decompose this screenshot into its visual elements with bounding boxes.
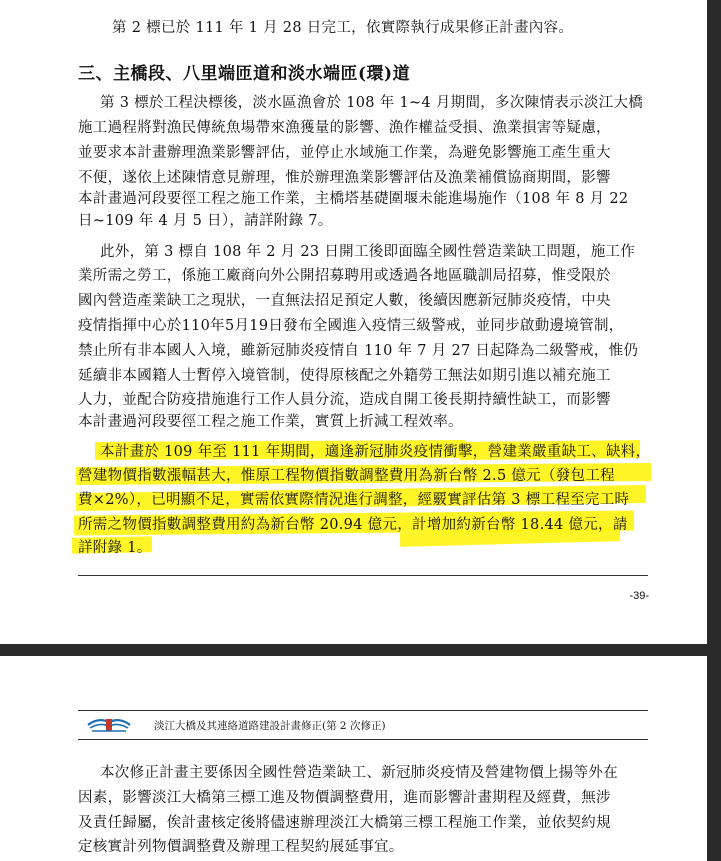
paragraph-1-line: 日~109 年 4 月 5 日），請詳附錄 7。	[78, 213, 333, 229]
paragraph-2-line: 疫情指揮中心於110年5月19日發布全國進入疫情三級警戒，並同步啟動邊境管制，	[78, 318, 624, 334]
page-2-paragraph-line: 因素，影響淡江大橋第三標工進及物價調整費用，進而影響計畫期程及經費，無涉	[78, 790, 611, 806]
page-2-paragraph-line: 本次修正計畫主要係因全國性營造業缺工、新冠肺炎疫情及營建物價上揚等外在	[100, 765, 618, 781]
paragraph-1-line: 並要求本計畫辦理漁業影響評估，並停止水域施工作業，為避免影響施工產生重大	[78, 145, 611, 161]
top-line: 第 2 標已於 111 年 1 月 28 日完工，依實際執行成果修正計畫內容。	[112, 20, 574, 36]
paragraph-3-line: 本計畫於 109 年至 111 年期間，適逢新冠肺炎疫情衝擊，營建業嚴重缺工、缺料，	[100, 444, 651, 460]
page-number: -39-	[629, 590, 649, 602]
paragraph-3-line: 營建物價指數漲幅甚大，惟原工程物價指數調整費用為新台幣 2.5 億元（發包工程	[78, 468, 615, 484]
paragraph-3-line: 詳附錄 1。	[78, 540, 152, 556]
paragraph-1-line: 本計畫過河段要徑工程之施工作業，主橋塔基礎圍堰未能進場施作（108 年 8 月 22	[78, 191, 629, 207]
bridge-logo-icon	[86, 713, 132, 735]
header-rule-bottom	[78, 739, 648, 740]
paragraph-2-line: 國內營造產業缺工之現狀，一直無法招足預定人數，後續因應新冠肺炎疫情，中央	[78, 293, 611, 309]
paragraph-3-line: 費×2%），已明顯不足，實需依實際情況進行調整，經覈實評估第 3 標工程至完工時	[78, 492, 630, 508]
document-header-title: 淡江大橋及其連絡道路建設計畫修正(第 2 次修正)	[154, 720, 386, 732]
paragraph-2-line: 業所需之勞工，係施工廠商向外公開招募聘用或透過各地區職訓局招募，惟受限於	[78, 268, 611, 284]
page-2-paragraph-line: 定核實計列物價調整費及辦理工程契約展延事宜。	[78, 839, 404, 855]
paragraph-2-line: 人力，並配合防疫措施進行工作人員分流，造成自開工後長期持續性缺工，而影響	[78, 392, 611, 408]
paragraph-2-line: 此外，第 3 標自 108 年 2 月 23 日開工後即面臨全國性營造業缺工問題，施工作	[100, 244, 636, 260]
paragraph-2-line: 禁止所有非本國人入境，雖新冠肺炎疫情自 110 年 7 月 27 日起降為二級警戒，惟仍	[78, 343, 639, 359]
paragraph-1-line: 第 3 標於工程決標後，淡水區漁會於 108 年 1~4 月期間，多次陳情表示淡江大橋	[100, 95, 644, 111]
paragraph-2-line: 本計畫過河段要徑工程之施工作業，實質上折減工程效率。	[78, 414, 463, 430]
footer-rule	[78, 575, 648, 576]
paragraph-1-line: 不便，遂依上述陳情意見辦理，惟於辦理漁業影響評估及漁業補償協商期間，影響	[78, 170, 611, 186]
paragraph-3-line: 所需之物價指數調整費用約為新台幣 20.94 億元，計增加約新台幣 18.44 億元，請	[78, 517, 628, 533]
header-rule-top	[78, 710, 648, 711]
section-heading: 三、主橋段、八里端匝道和淡水端匝(環)道	[78, 64, 411, 84]
paragraph-1-line: 施工過程將對漁民傳統魚場帶來漁獲量的影響、漁作權益受損、漁業損害等疑慮，	[78, 120, 611, 136]
page-2-paragraph-line: 及責任歸屬，俟計畫核定後將儘速辦理淡江大橋第三標工程施工作業，並依契約規	[78, 815, 611, 831]
paragraph-2-line: 延續非本國籍人士暫停入境管制，使得原核配之外籍勞工無法如期引進以補充施工	[78, 368, 611, 384]
